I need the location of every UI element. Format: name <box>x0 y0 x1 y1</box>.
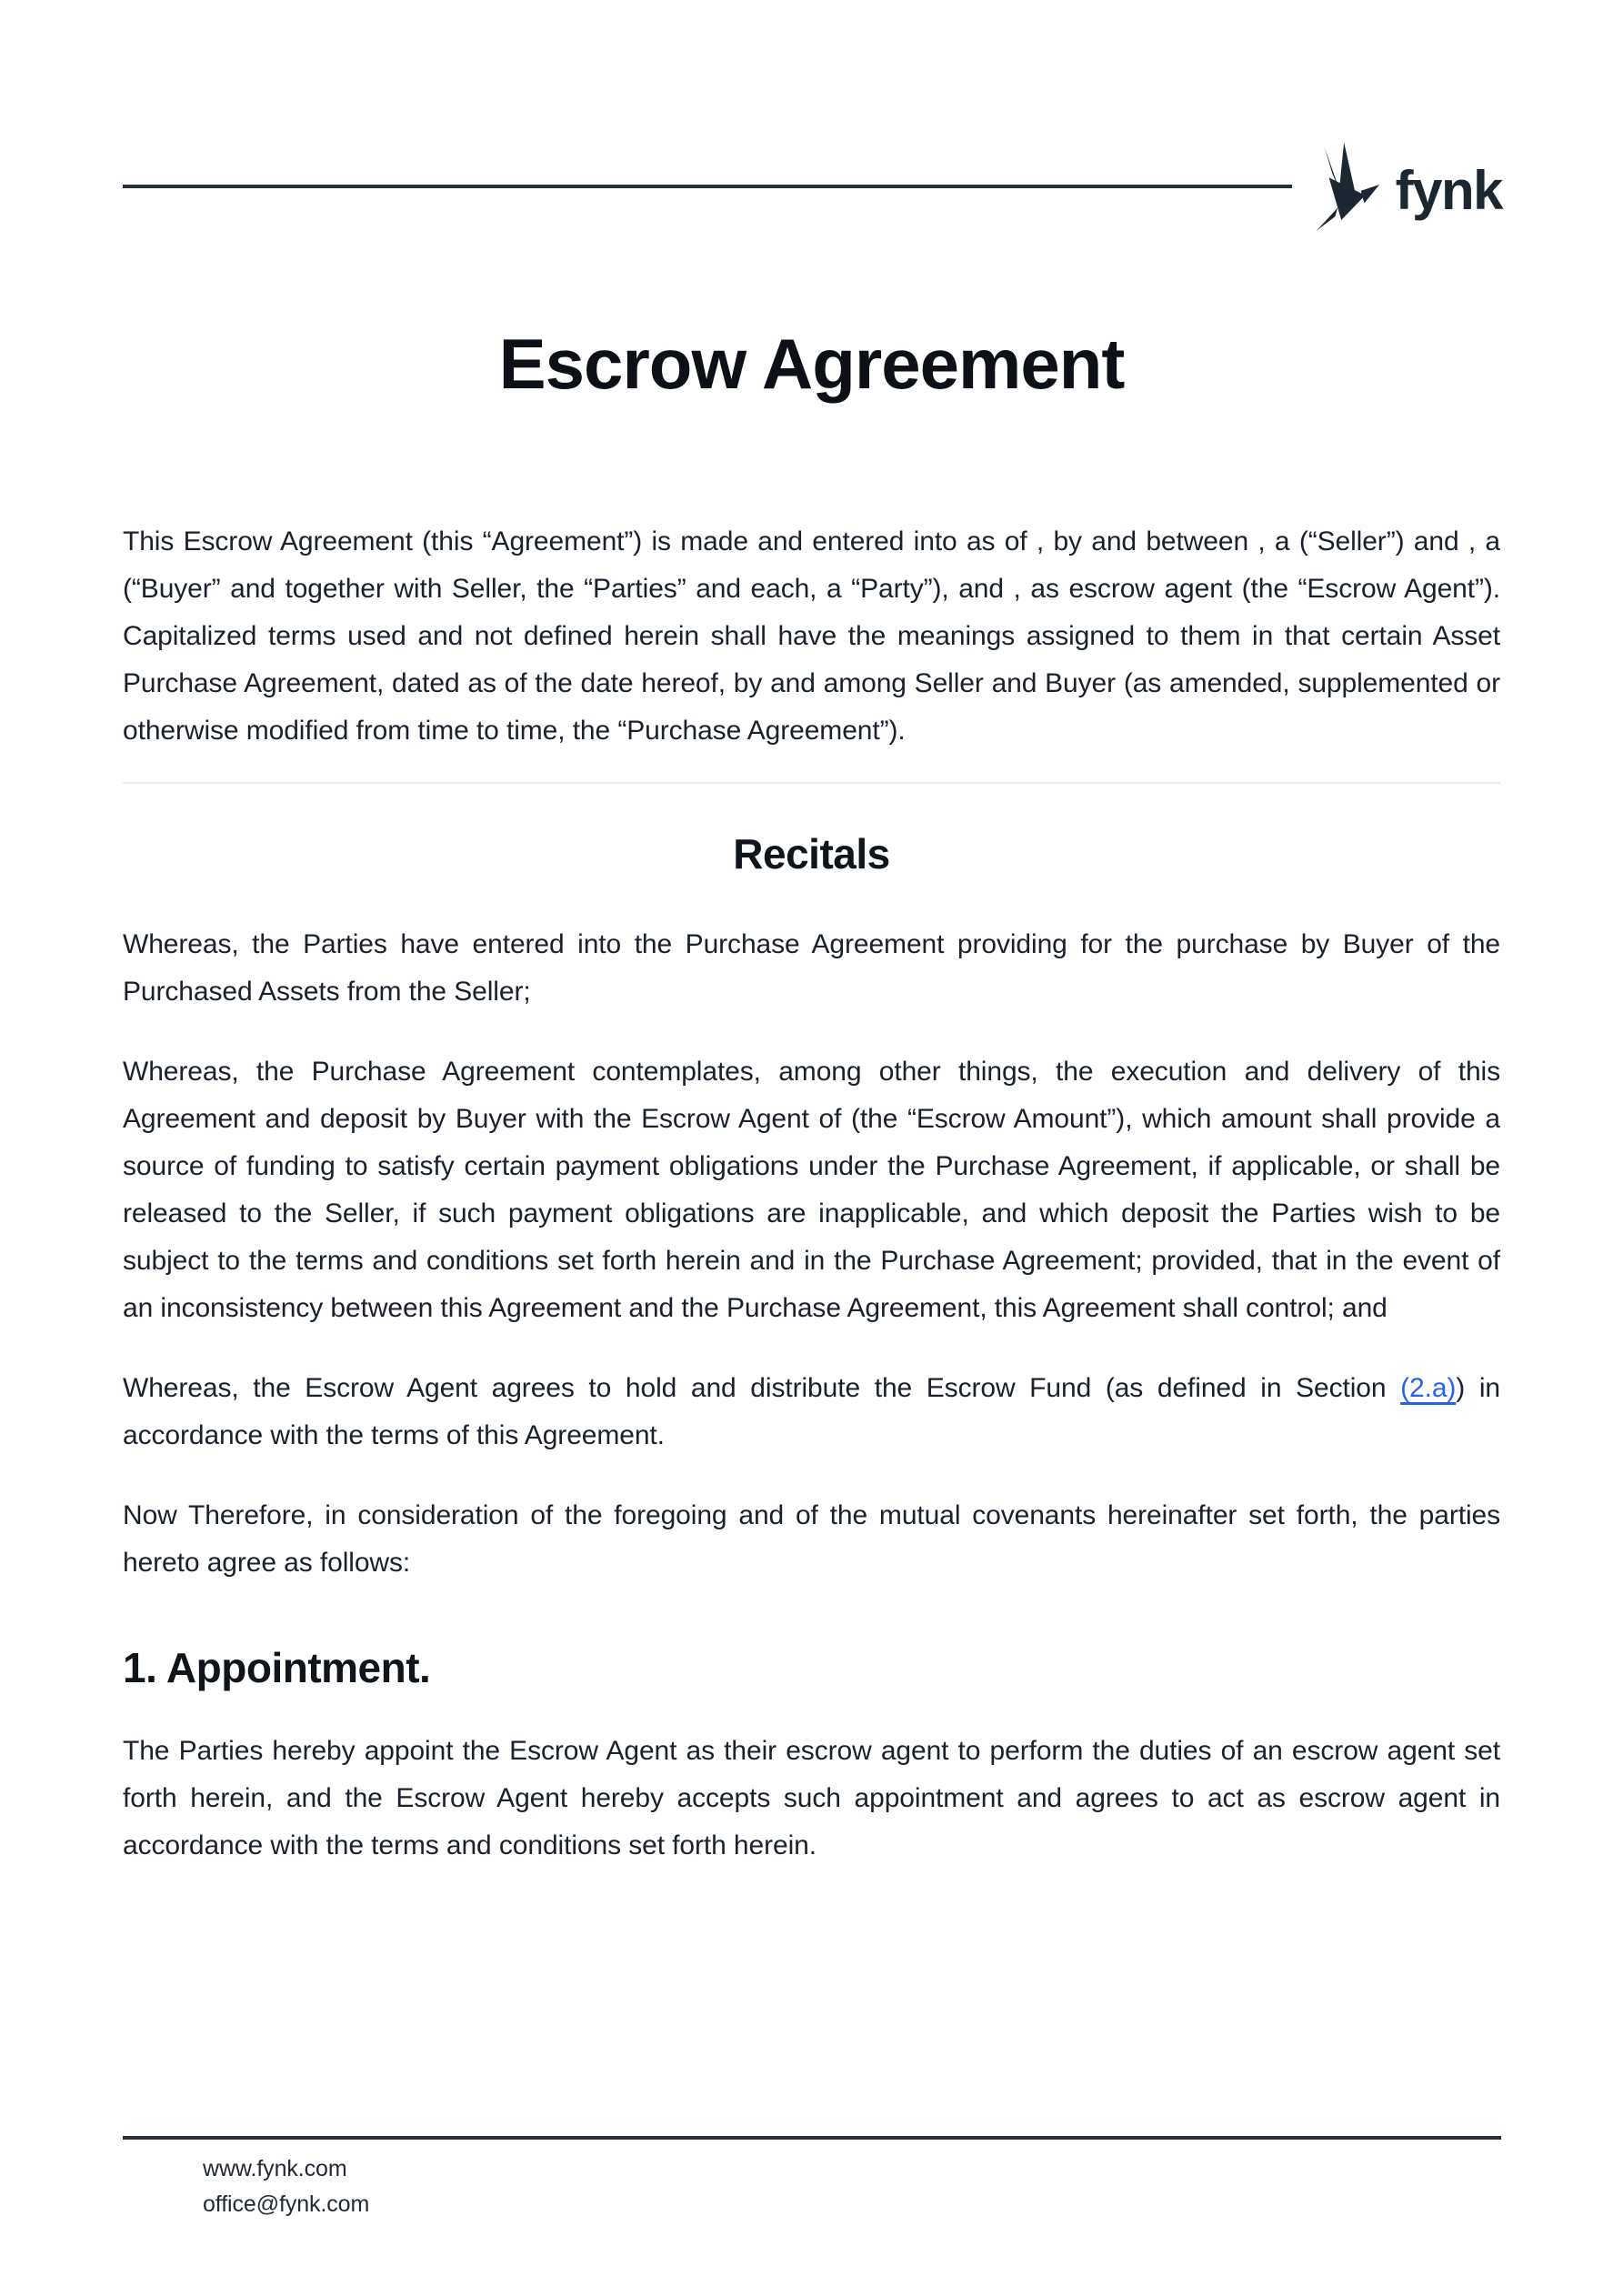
footer-website: www.fynk.com <box>203 2156 347 2181</box>
section-2a-link[interactable]: (2.a) <box>1400 1372 1457 1403</box>
recitals-heading: Recitals <box>733 829 890 877</box>
section-divider <box>123 782 1500 784</box>
section-1-paragraph: The Parties hereby appoint the Escrow Agent as their escrow agent to perform the duties of an escrow agent set forth herein, and the Escrow Agent hereby accepts such appointment and agrees to act as escrow agent in accordance with the terms and conditions set forth herein. <box>123 1736 1500 1861</box>
recital-paragraph-3 <box>123 1365 1500 1459</box>
intro-paragraph: This Escrow Agreement (this “Agreement”) is made and entered into as of , by and between , a (“Seller”) and , a (“Buyer” and together with Seller, the “Parties” and each, a “Party”), and , as escrow agent (the “Escrow Agent”). Capitalized terms used and not defined herein shall have the meanings assigned to them in that certain Asset Purchase Agreement, dated as of the date hereof, by and among Seller and Buyer (as amended, supplemented or otherwise modified from time to time, the “Purchase Agreement”). <box>123 526 1500 746</box>
now-therefore-paragraph: Now Therefore, in consideration of the foregoing and of the mutual covenants hereinafter set forth, the parties hereto agree as follows: <box>123 1499 1500 1578</box>
recital-3-text-before: Whereas, the Escrow Agent agrees to hold and distribute the Escrow Fund (as defined in Section <box>123 1372 1401 1403</box>
document-title: Escrow Agreement <box>498 324 1125 404</box>
recital-paragraph-2: Whereas, the Purchase Agreement contemplates, among other things, the execution and delivery of this Agreement and deposit by Buyer with the Escrow Agent of (the “Escrow Amount”), which amount shall provide a source of funding to satisfy certain payment obligations under the Purchase Agreement, if applicable, or shall be released to the Seller, if such payment obligations are inapplicable, and which deposit the Parties wish to be subject to the terms and conditions set forth herein and in the Purchase Agreement; provided, that in the event of an inconsistency between this Agreement and the Purchase Agreement, this Agreement shall control; and <box>123 1056 1500 1323</box>
fynk-logo <box>1315 142 1502 231</box>
recital-paragraph-1: Whereas, the Parties have entered into the Purchase Agreement providing for the purchase by Buyer of the Purchased Assets from the Seller; <box>123 928 1500 1007</box>
footer <box>203 2151 369 2222</box>
footer-rule <box>123 2136 1501 2140</box>
recital-3-text-after: ) in accordance with the terms of this Agreement. <box>123 1372 1501 1450</box>
section-1-heading: 1. Appointment. <box>123 1643 431 1691</box>
footer-email: office@fynk.com <box>203 2191 370 2217</box>
origami-bird-icon <box>1315 142 1382 231</box>
brand-name: fynk <box>1395 160 1502 221</box>
header-rule <box>123 185 1292 188</box>
